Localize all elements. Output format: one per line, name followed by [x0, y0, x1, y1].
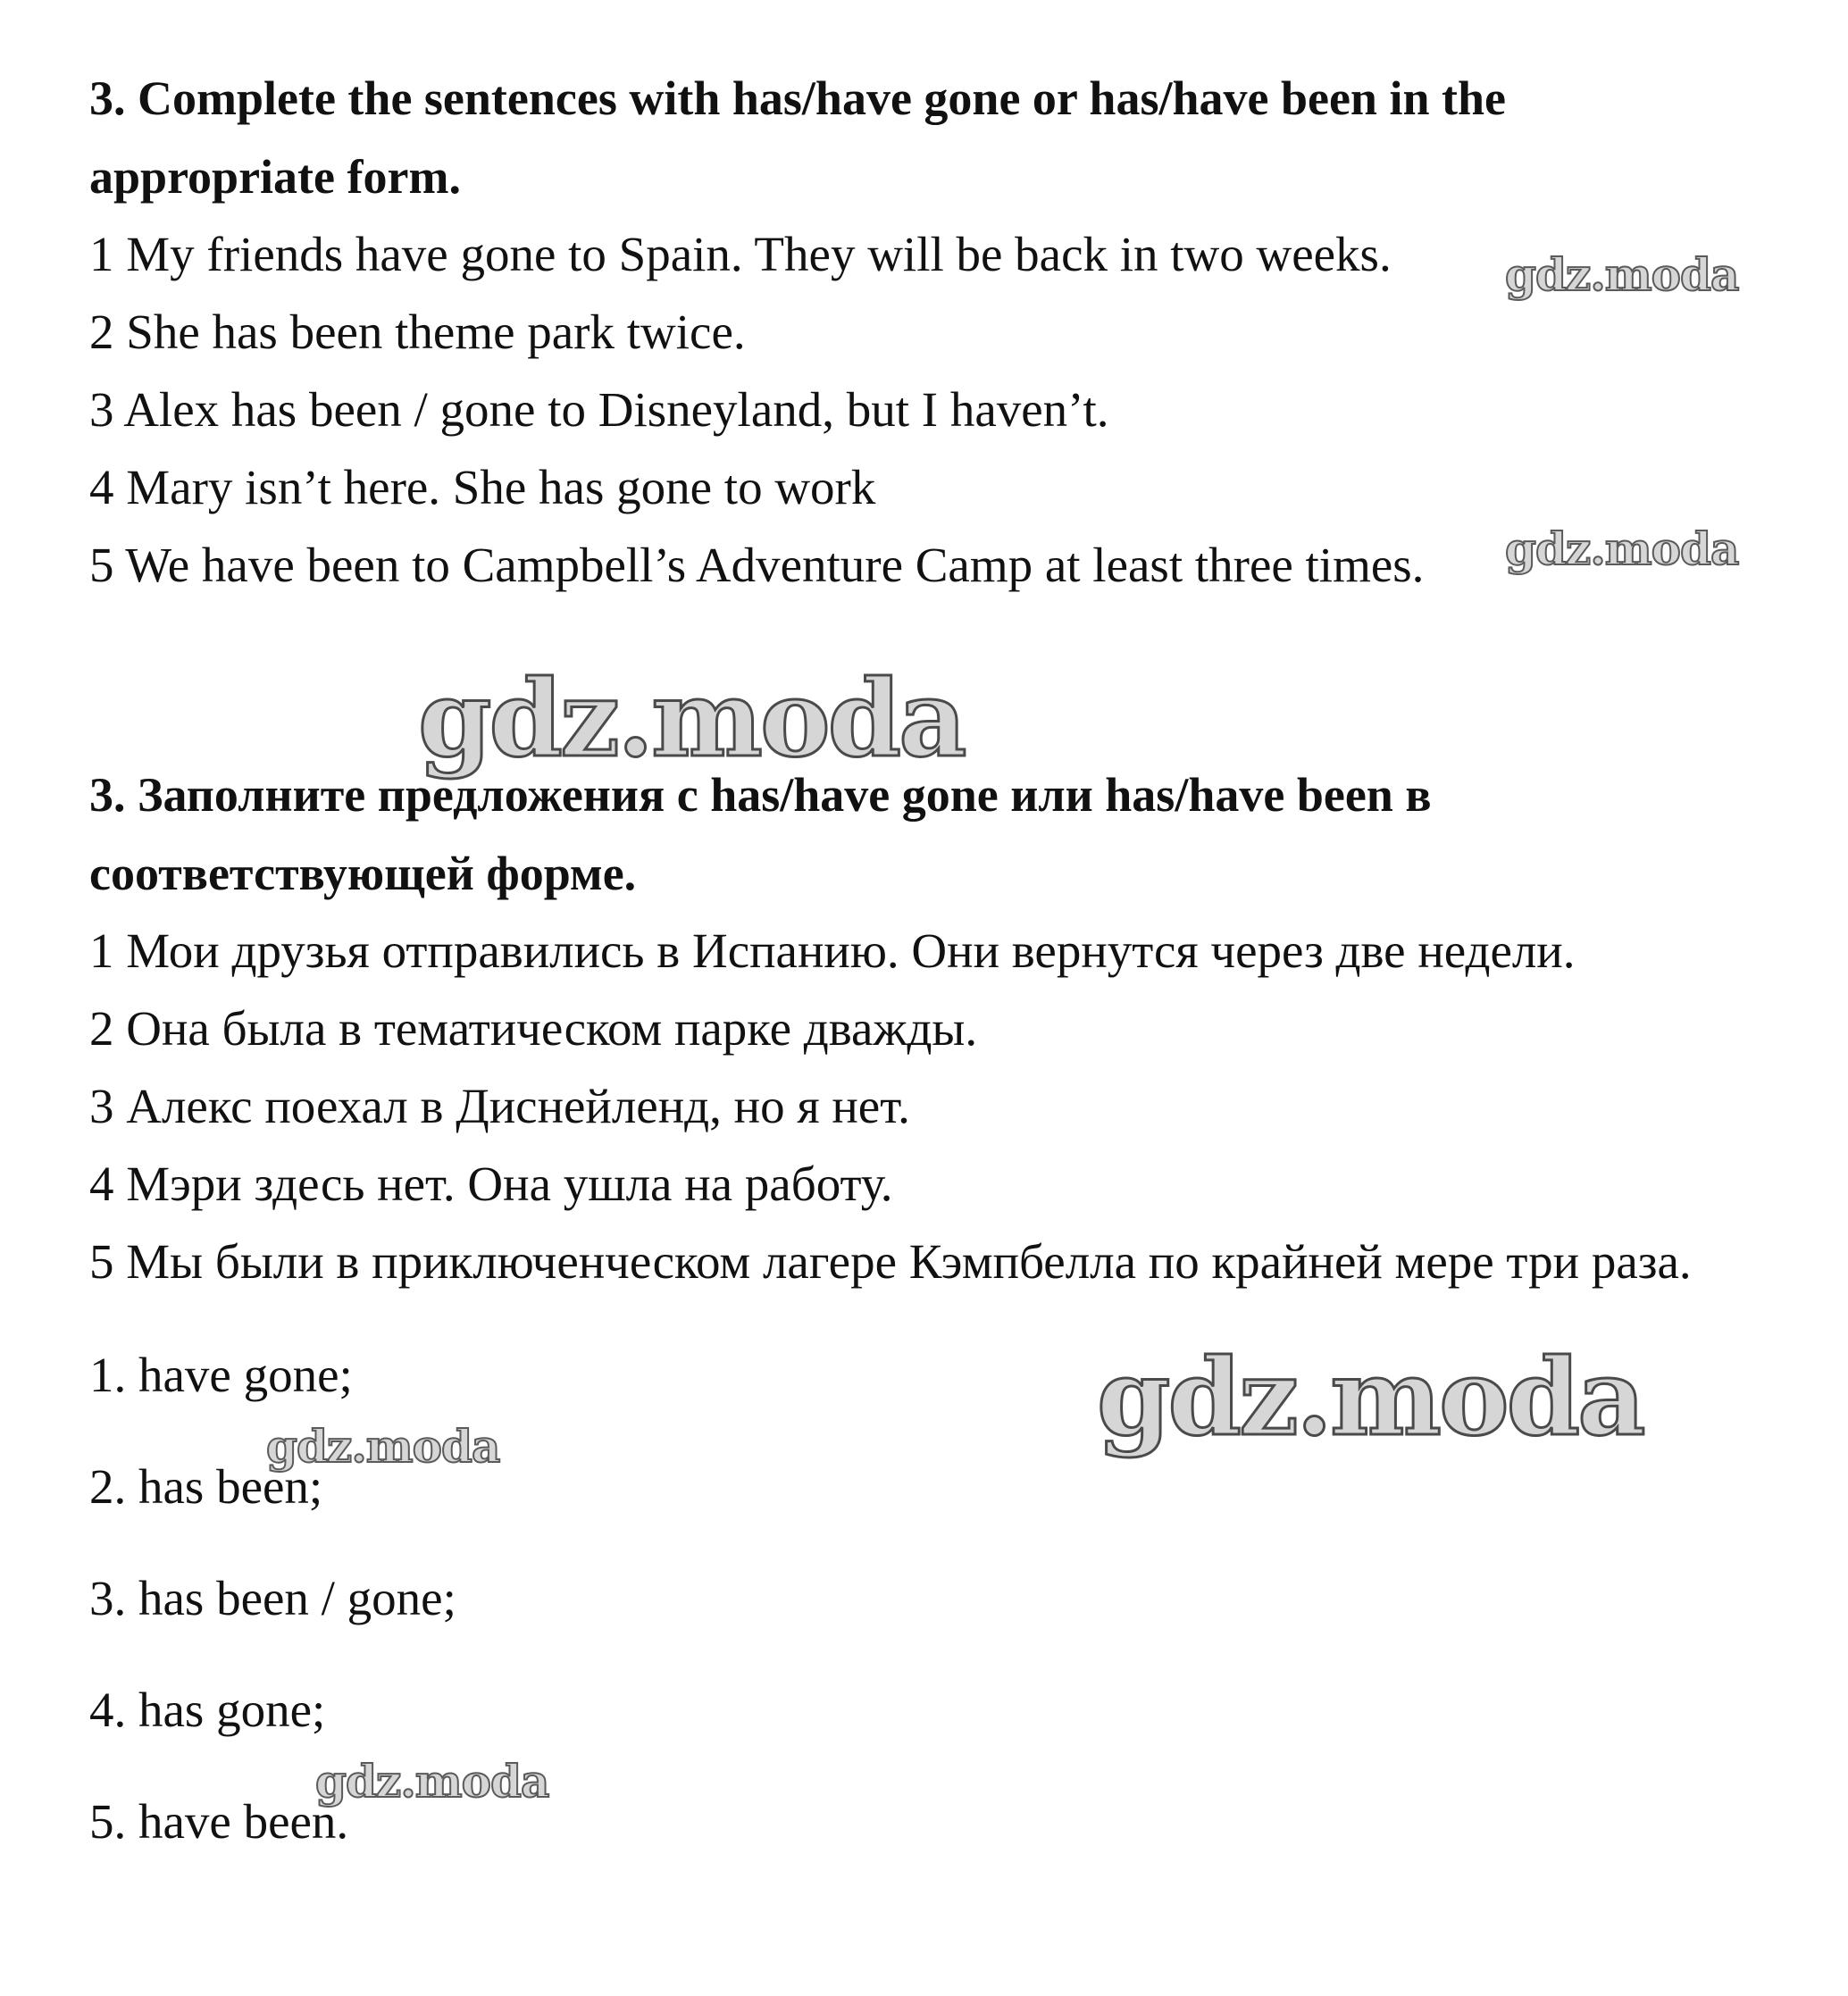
watermark-logo: gdz.moda: [1097, 1335, 1643, 1459]
watermark-logo: gdz.moda: [315, 1755, 549, 1808]
sentence-ru-5: 5 Мы были в приключенческом лагере Кэмпбелла по крайней мере три раза.: [89, 1234, 1692, 1289]
sentence-en-3: 3 Alex has been / gone to Disneyland, but I haven’t.: [89, 382, 1109, 437]
watermark-logo: gdz.moda: [266, 1420, 500, 1473]
exercise-heading-en-line1: 3. Complete the sentences with has/have gone or has/have been in the: [89, 71, 1506, 125]
answer-5: 5. have been.: [89, 1794, 349, 1849]
answer-1: 1. have gone;: [89, 1348, 353, 1402]
sentence-ru-3: 3 Алекс поехал в Диснейленд, но я нет.: [89, 1079, 910, 1133]
watermark-logo: gdz.moda: [418, 656, 965, 781]
sentence-en-1: 1 My friends have gone to Spain. They will be back in two weeks.: [89, 227, 1392, 281]
sentence-ru-2: 2 Она была в тематическом парке дважды.: [89, 1001, 978, 1056]
exercise-heading-en-line2: appropriate form.: [89, 150, 461, 204]
sentence-ru-4: 4 Мэри здесь нет. Она ушла на работу.: [89, 1157, 893, 1211]
sentence-en-4: 4 Mary isn’t here. She has gone to work: [89, 460, 876, 514]
sentence-ru-1: 1 Мои друзья отправились в Испанию. Они вернутся через две недели.: [89, 923, 1576, 978]
watermark-logo: gdz.moda: [1505, 522, 1739, 575]
sentence-en-5: 5 We have been to Campbell’s Adventure Camp at least three times.: [89, 538, 1425, 592]
exercise-heading-ru-line2: соответствующей форме.: [89, 847, 637, 900]
answer-2: 2. has been;: [89, 1459, 323, 1514]
watermark-logo: gdz.moda: [1505, 248, 1739, 301]
answer-4: 4. has gone;: [89, 1683, 326, 1737]
sentence-en-2: 2 She has been theme park twice.: [89, 305, 746, 359]
answer-3: 3. has been / gone;: [89, 1571, 456, 1625]
exercise-heading-ru-line1: 3. Заполните предложения с has/have gone или has/have been в: [89, 768, 1432, 822]
